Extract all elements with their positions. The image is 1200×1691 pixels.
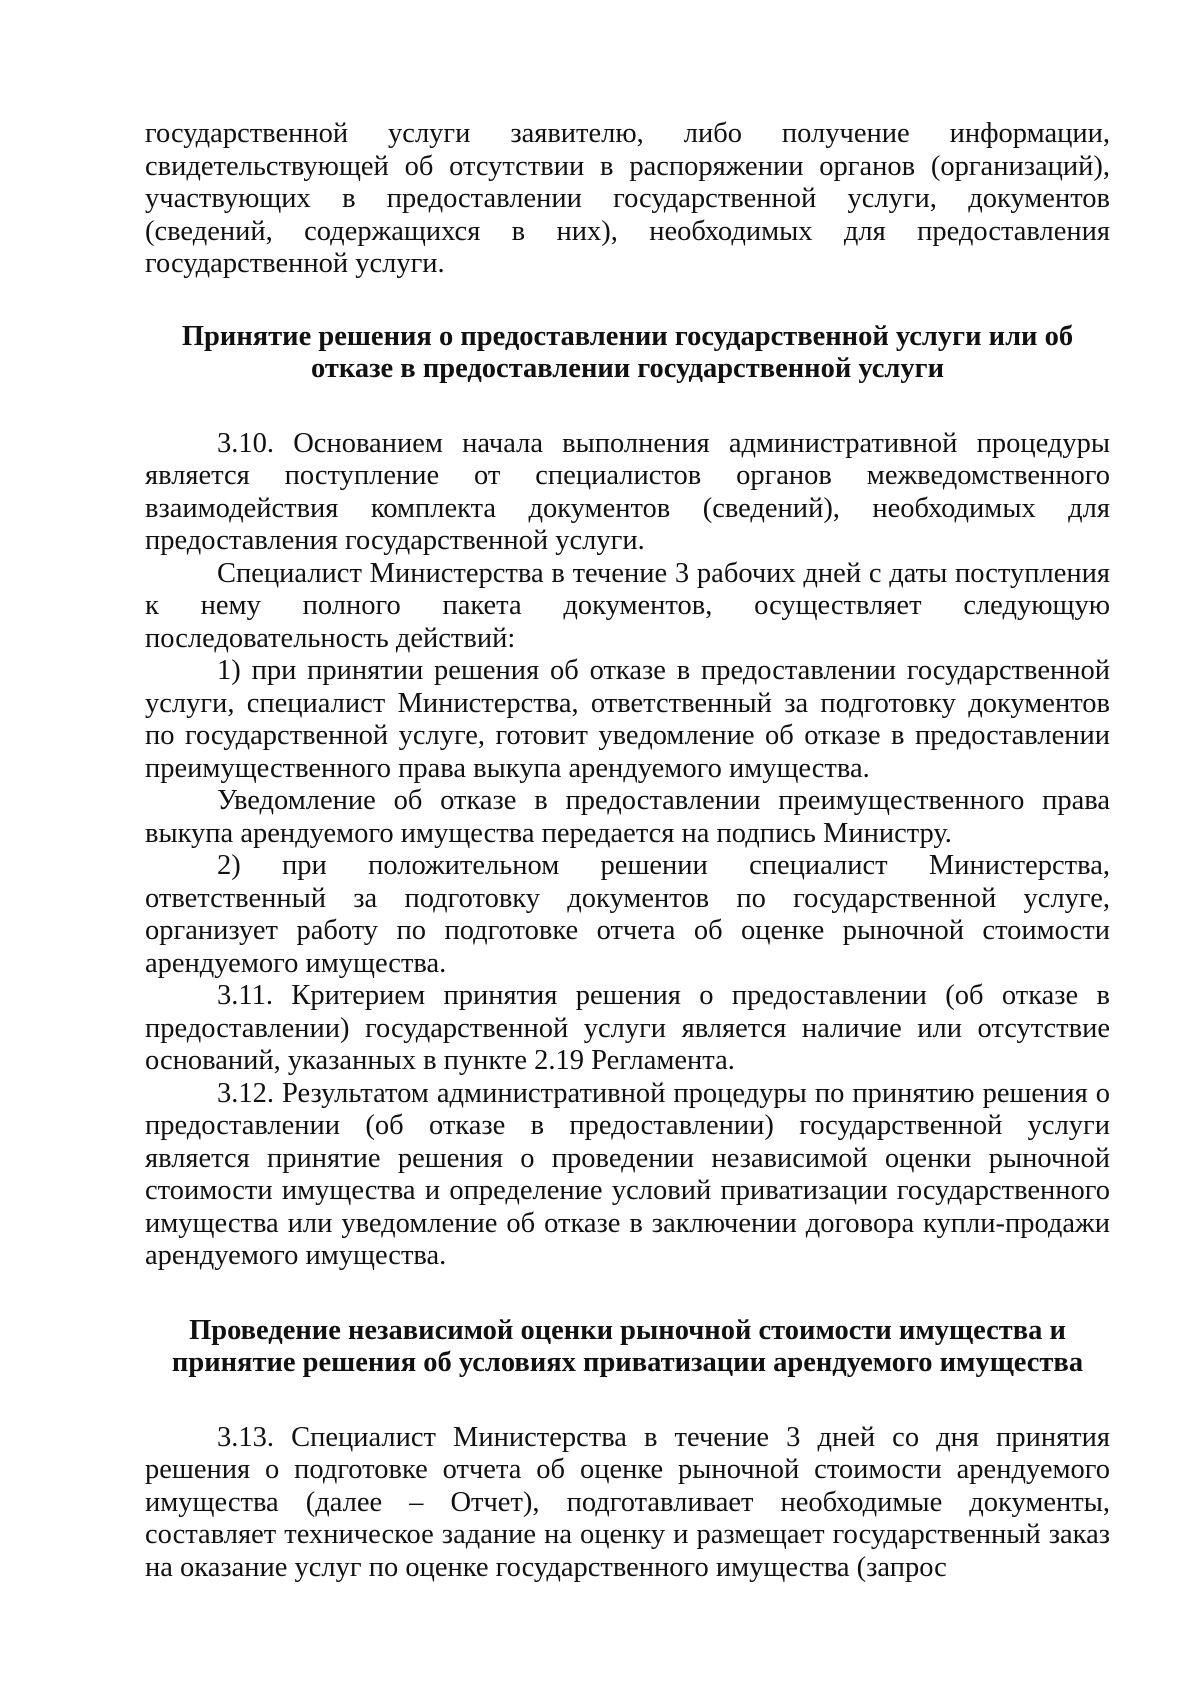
- heading-line: принятие решения об условиях приватизации арендуемого имущества: [171, 1347, 1084, 1378]
- paragraph-specialist-actions: Специалист Министерства в течение 3 рабочих дней с даты поступления к нему полного пакета документов, осуществляет следующую последовательность действий:: [145, 557, 1110, 654]
- section-heading-decision: [145, 321, 1110, 386]
- paragraph-3-13: 3.13. Специалист Министерства в течение 3 дней со дня принятия решения о подготовке отчета об оценке рыночной стоимости арендуемого имущества (далее – Отчет), подготавливает необходимые документы, составляет техническое задание на оценку и размещает государственный заказ на оказание услуг по оценке государственного имущества (запрос: [145, 1421, 1110, 1583]
- heading-line: отказе в предоставлении государственной услуги: [310, 353, 945, 384]
- paragraph-item-2: 2) при положительном решении специалист Министерства, ответственный за подготовку документов по государственной услуге, организует работу по подготовке отчета об оценке рыночной стоимости арендуемого имущества.: [145, 850, 1110, 979]
- paragraph-3-10: 3.10. Основанием начала выполнения административной процедуры является поступление от специалистов органов межведомственного взаимодействия комплекта документов (сведений), необходимых для предоставления государственной услуги.: [145, 427, 1110, 556]
- paragraph-item-1: 1) при принятии решения об отказе в предоставлении государственной услуги, специалист Министерства, ответственный за подготовку документов по государственной услуге, готовит уведомление об отказе в предоставлении преимущественного права выкупа арендуемого имущества.: [145, 655, 1110, 784]
- intro-paragraph: государственной услуги заявителю, либо получение информации, свидетельствующей об отсутствии в распоряжении органов (организаций), участвующих в предоставлении государственной услуги, документов (сведений, содержащихся в них), необходимых для предоставления государственной услуги.: [145, 118, 1110, 279]
- paragraph-3-12: 3.12. Результатом административной процедуры по принятию решения о предоставлении (об отказе в предоставлении) государственной услуги является принятие решения о проведении независимой оценки рыночной стоимости имущества и определение условий приватизации государственного имущества или уведомление об отказе в заключении договора купли-продажи арендуемого имущества.: [145, 1077, 1110, 1271]
- heading-line: Проведение независимой оценки рыночной стоимости имущества и: [189, 1314, 1066, 1346]
- document-page: [145, 118, 1110, 1584]
- heading-line: Принятие решения о предоставлении государственной услуги или об: [181, 320, 1074, 352]
- paragraph-3-11: 3.11. Критерием принятия решения о предоставлении (об отказе в предоставлении) государственной услуги является наличие или отсутствие оснований, указанных в пункте 2.19 Регламента.: [145, 980, 1110, 1076]
- paragraph-refusal-notice: Уведомление об отказе в предоставлении преимущественного права выкупа арендуемого имущества передается на подпись Министру.: [145, 785, 1110, 849]
- section-heading-valuation: [145, 1315, 1110, 1380]
